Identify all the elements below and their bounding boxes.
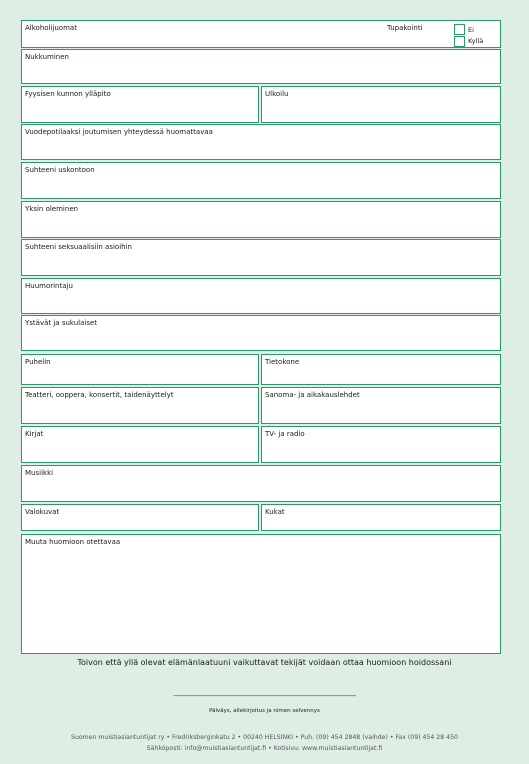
fitness-field[interactable]: [21, 86, 259, 123]
newspapers-field[interactable]: [261, 387, 501, 424]
friends-field[interactable]: [21, 315, 501, 351]
smoking-no-checkbox[interactable]: [454, 24, 465, 35]
footer-contact: Sähköposti: info@muistiasiantuntijat.fi • Kotisivu: www.muistiasiantuntijat.fi: [146, 745, 383, 752]
music-field[interactable]: [21, 465, 501, 502]
flowers-label: Kukat: [265, 508, 285, 516]
alone-field[interactable]: [21, 201, 501, 238]
music-label: Musiikki: [25, 469, 54, 477]
smoking-yes-label: Kyllä: [468, 37, 484, 45]
humor-field[interactable]: [21, 278, 501, 314]
photos-label: Valokuvat: [25, 508, 60, 516]
computer-label: Tietokone: [265, 358, 300, 366]
sexuality-label: Suhteeni seksuaalisiin asioihin: [25, 243, 132, 251]
alcohol-label: Alkoholijuomat: [25, 24, 77, 32]
culture-label: Teatteri, ooppera, konsertit, taidenäyttelyt: [25, 391, 174, 399]
smoking-label: Tupakointi: [387, 24, 423, 32]
friends-label: Ystävät ja sukulaiset: [25, 319, 98, 327]
phone-label: Puhelin: [25, 358, 51, 366]
tv-radio-field[interactable]: [261, 426, 501, 463]
other-notes-field[interactable]: [21, 534, 501, 654]
bedridden-field[interactable]: [21, 124, 501, 160]
culture-field[interactable]: [21, 387, 259, 424]
smoking-no-label: Ei: [468, 26, 474, 34]
humor-label: Huumorintaju: [25, 282, 73, 290]
bedridden-label: Vuodepotilaaksi joutumisen yhteydessä huomattavaa: [25, 128, 213, 136]
photos-field[interactable]: [21, 504, 259, 531]
signature-line[interactable]: ------------------------------------------------------------------------------------------: [173, 692, 356, 700]
smoking-yes-checkbox[interactable]: [454, 36, 465, 47]
footer-address: Suomen muistiasiantuntijat ry • Fredriksberginkatu 2 • 00240 HELSINKI • Puh. (09) 454 2848 (vaihde) • Fax (09) 454 28 450: [71, 734, 458, 741]
computer-field[interactable]: [261, 354, 501, 385]
sleep-label: Nukkuminen: [25, 53, 69, 61]
alcohol-field[interactable]: [21, 20, 501, 48]
consent-statement: Toivon että yllä olevat elämänlaatuuni vaikuttavat tekijät voidaan ottaa huomioon hoidossani: [77, 658, 452, 667]
outdoors-label: Ulkoilu: [265, 90, 289, 98]
tv-radio-label: TV- ja radio: [265, 430, 305, 438]
other-notes-label: Muuta huomioon otettavaa: [25, 538, 121, 546]
religion-field[interactable]: [21, 162, 501, 199]
outdoors-field[interactable]: [261, 86, 501, 123]
signature-caption: Päiväys, allekirjoitus ja nimen selvennys: [209, 708, 320, 714]
religion-label: Suhteeni uskontoon: [25, 166, 95, 174]
books-label: Kirjat: [25, 430, 44, 438]
books-field[interactable]: [21, 426, 259, 463]
phone-field[interactable]: [21, 354, 259, 385]
alone-label: Yksin oleminen: [25, 205, 79, 213]
sexuality-field[interactable]: [21, 239, 501, 276]
sleep-field[interactable]: [21, 49, 501, 84]
newspapers-label: Sanoma- ja aikakauslehdet: [265, 391, 360, 399]
flowers-field[interactable]: [261, 504, 501, 531]
fitness-label: Fyysisen kunnon ylläpito: [25, 90, 111, 98]
